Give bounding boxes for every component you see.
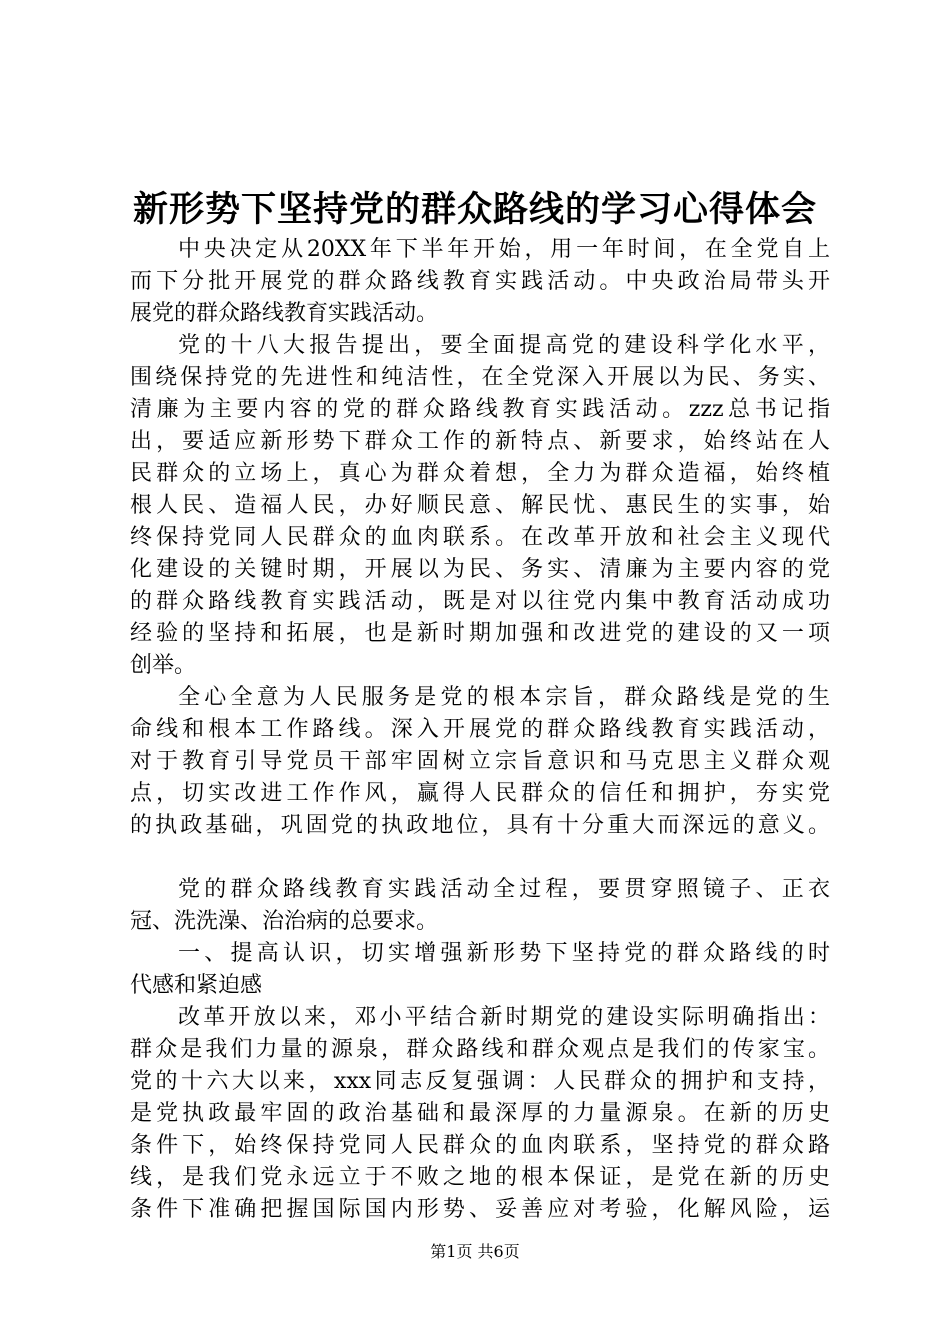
text-line: 出，要适应新形势下群众工作的新特点、新要求，始终站在人 <box>130 429 830 454</box>
text-line: 对于教育引导党员干部牢固树立宗旨意识和马克思主义群众观 <box>130 749 830 774</box>
text-line: 的执政基础，巩固党的执政地位，具有十分重大而深远的意义。 <box>130 813 830 838</box>
text-line: 化建设的关键时期，开展以为民、务实、清廉为主要内容的党 <box>130 557 830 582</box>
text-line: 全心全意为人民服务是党的根本宗旨，群众路线是党的生 <box>178 685 830 710</box>
text-line: 创举。 <box>130 653 197 678</box>
text-line: 冠、洗洗澡、治治病的总要求。 <box>130 909 439 934</box>
page-number-footer: 第1页 共6页 <box>430 1242 520 1261</box>
text-line: 群众是我们力量的源泉，群众路线和群众观点是我们的传家宝。 <box>130 1037 830 1062</box>
paragraph <box>130 874 830 938</box>
text-line: 改革开放以来，邓小平结合新时期党的建设实际明确指出： <box>178 1005 830 1030</box>
text-line: 围绕保持党的先进性和纯洁性，在全党深入开展以为民、务实、 <box>130 365 830 390</box>
text-line: 根人民、造福人民，办好顺民意、解民忧、惠民生的实事，始 <box>130 493 830 518</box>
text-line: 终保持党同人民群众的血肉联系。在改革开放和社会主义现代 <box>130 525 830 550</box>
text-line: 清廉为主要内容的党的群众路线教育实践活动。zzz总书记指 <box>130 397 830 422</box>
text-line: 展党的群众路线教育实践活动。 <box>130 301 439 326</box>
text-line: 是党执政最牢固的政治基础和最深厚的力量源泉。在新的历史 <box>130 1101 830 1126</box>
paragraph <box>130 1002 830 1226</box>
text-line: 命线和根本工作路线。深入开展党的群众路线教育实践活动， <box>130 717 830 742</box>
section-heading <box>130 938 830 1002</box>
text-line: 代感和紧迫感 <box>130 973 263 998</box>
document-title: 新形势下坚持党的群众路线的学习心得体会 <box>132 189 817 230</box>
text-line: 一、提高认识，切实增强新形势下坚持党的群众路线的时 <box>178 941 830 966</box>
paragraph <box>130 234 830 330</box>
paragraph <box>130 330 830 682</box>
text-line: 党的十八大报告提出，要全面提高党的建设科学化水平， <box>178 333 830 358</box>
text-line: 中央决定从20XX年下半年开始，用一年时间，在全党自上 <box>178 237 830 262</box>
text-line: 点，切实改进工作作风，赢得人民群众的信任和拥护，夯实党 <box>130 781 830 806</box>
text-line: 民群众的立场上，真心为群众着想，全力为群众造福，始终植 <box>130 461 830 486</box>
document-body <box>130 234 830 1226</box>
paragraph-spacer <box>130 842 830 874</box>
text-line: 经验的坚持和拓展，也是新时期加强和改进党的建设的又一项 <box>130 621 830 646</box>
text-line: 线，是我们党永远立于不败之地的根本保证，是党在新的历史 <box>130 1165 830 1190</box>
paragraph <box>130 682 830 842</box>
text-line: 的群众路线教育实践活动，既是对以往党内集中教育活动成功 <box>130 589 830 614</box>
text-line: 而下分批开展党的群众路线教育实践活动。中央政治局带头开 <box>130 269 830 294</box>
text-line: 党的群众路线教育实践活动全过程，要贯穿照镜子、正衣 <box>178 877 830 902</box>
text-line: 党的十六大以来，xxx同志反复强调：人民群众的拥护和支持， <box>130 1069 830 1094</box>
text-line: 条件下，始终保持党同人民群众的血肉联系，坚持党的群众路 <box>130 1133 830 1158</box>
text-line: 条件下准确把握国际国内形势、妥善应对考验，化解风险，运 <box>130 1197 830 1222</box>
